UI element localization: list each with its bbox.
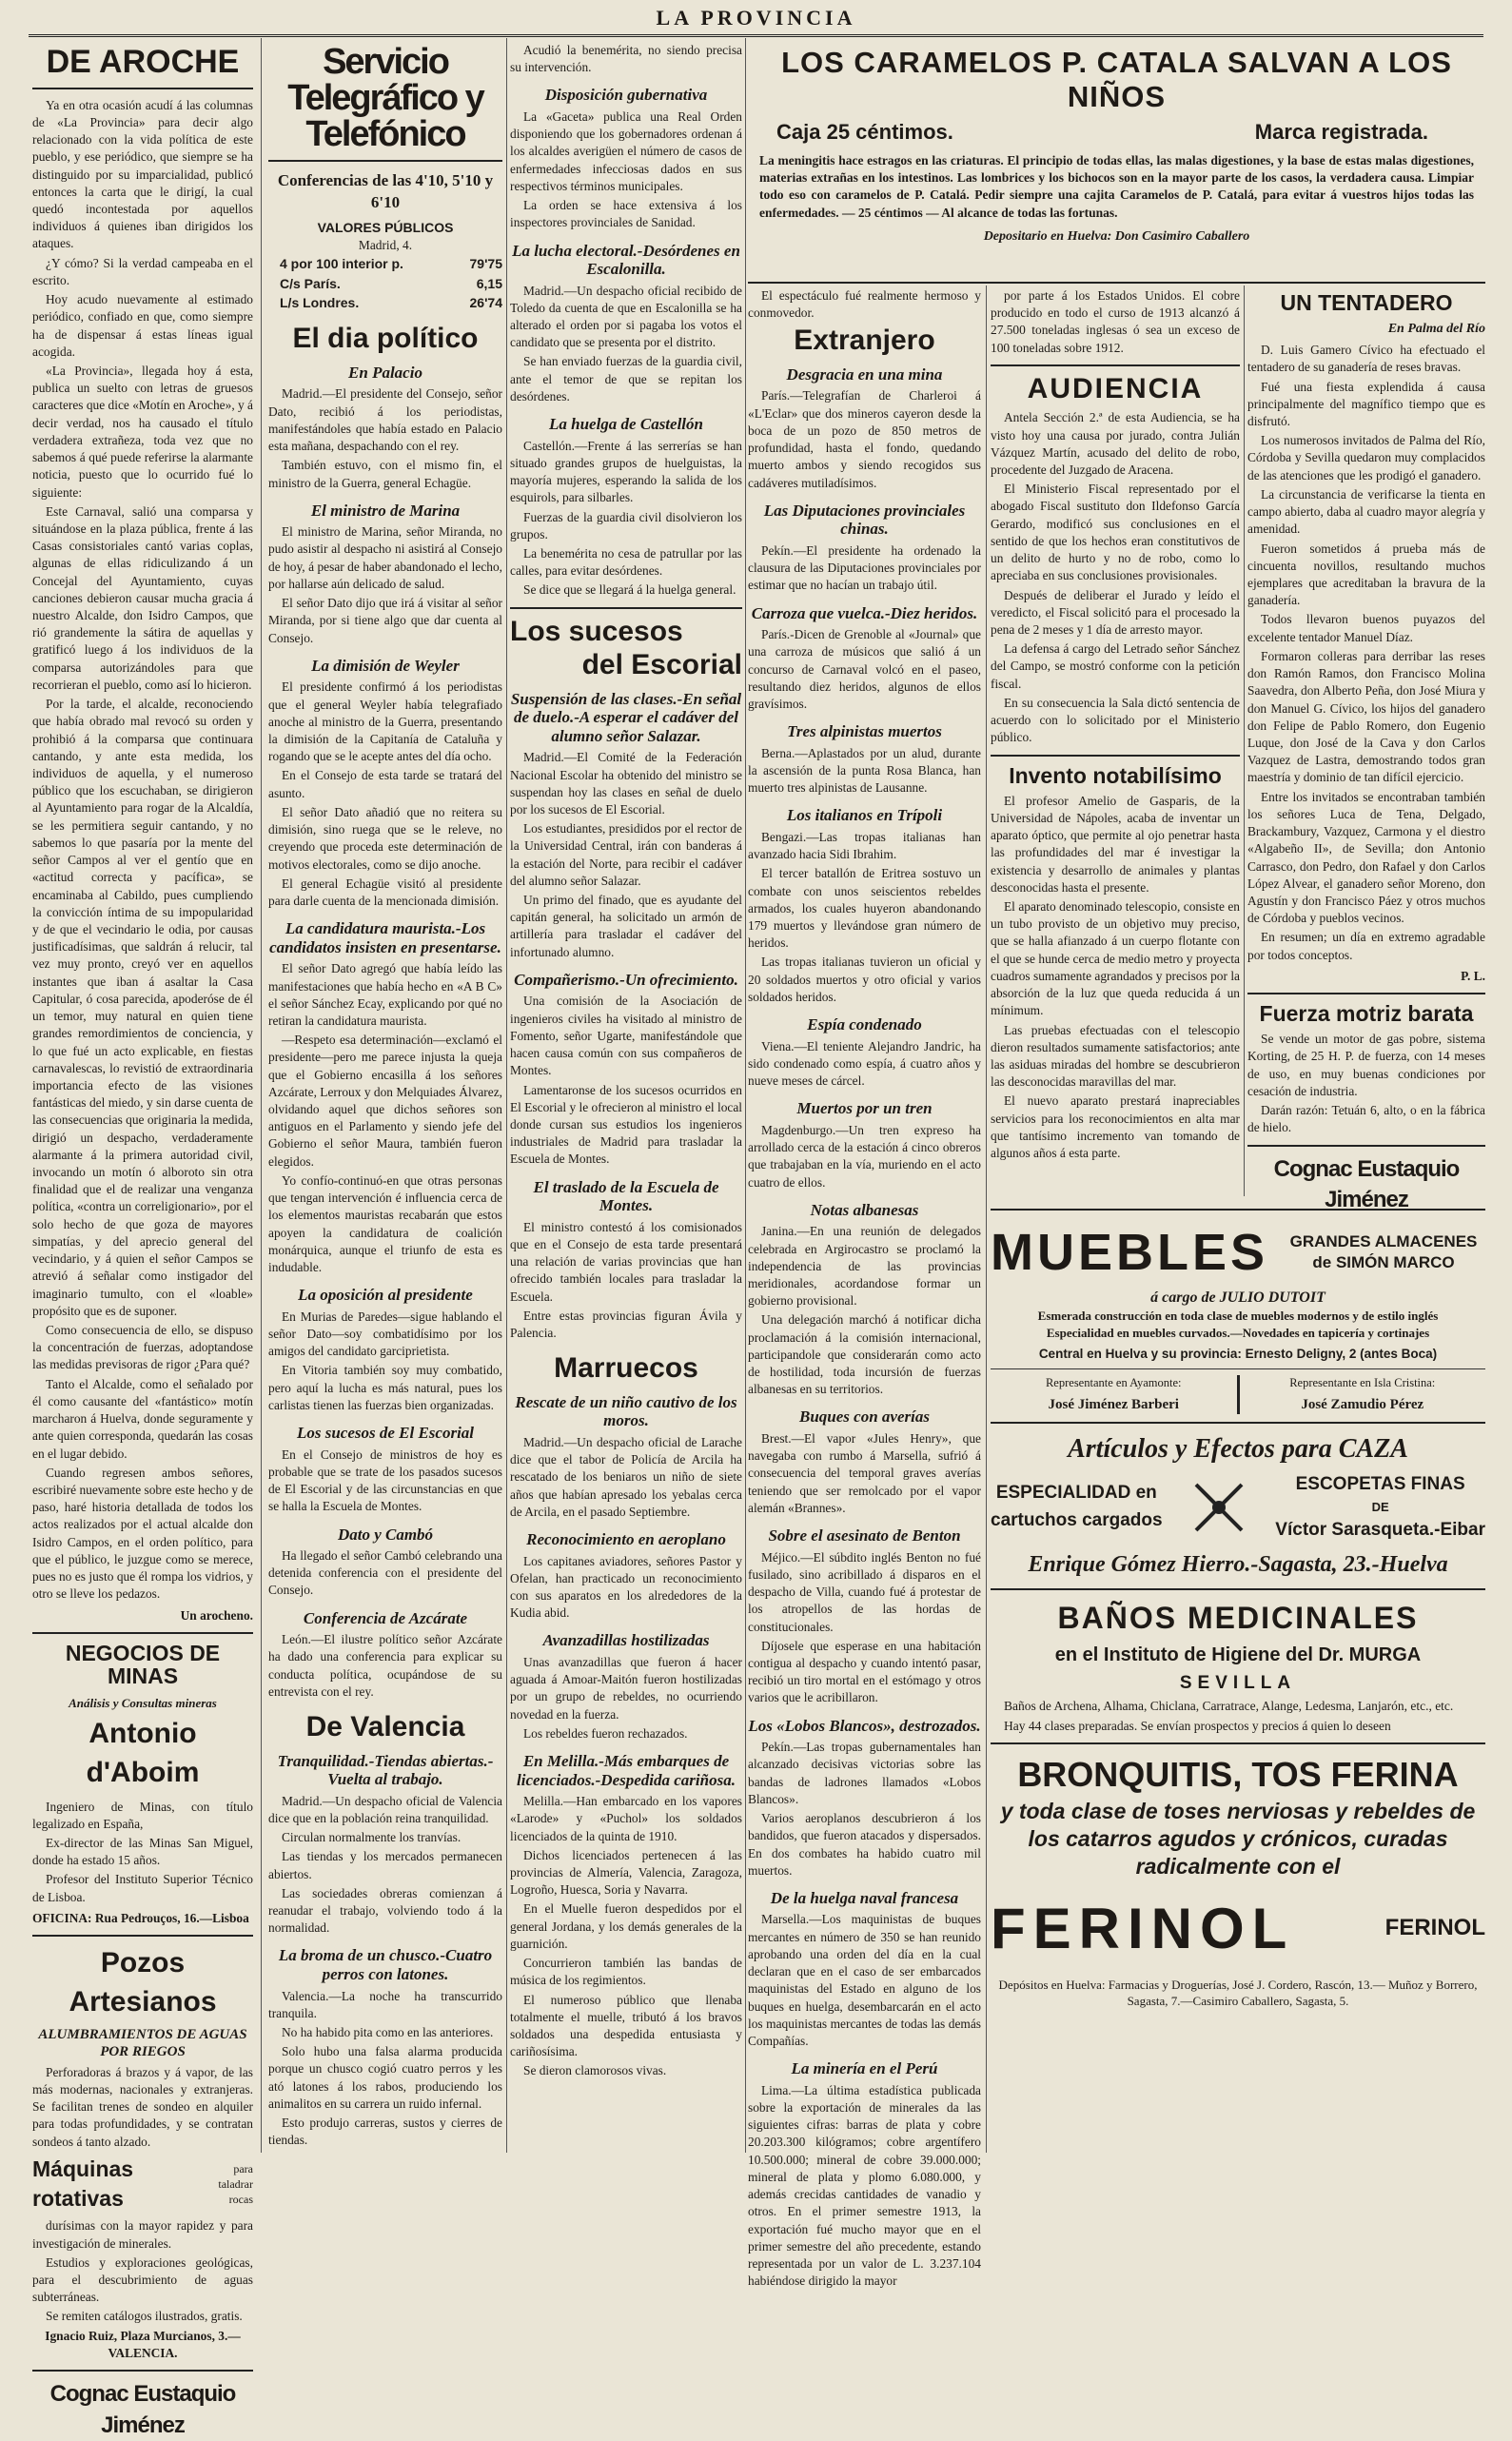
paragraph: El señor Dato dijo que irá á visitar al señor Miranda, por si tiene algo que dar cuenta al Consejo. xyxy=(268,596,502,645)
divider xyxy=(32,1935,253,1937)
paragraph: Magdenburgo.—Un tren expreso ha arrollado cerca de la estación á cinco obreros que trabajaban en la vía, muriendo en el acto cuatro de ellos. xyxy=(748,1122,981,1190)
divider xyxy=(1247,1145,1485,1147)
paragraph: En el Consejo de esta tarde se tratará del asunto. xyxy=(268,768,502,800)
paragraph: «La Provincia», llegada hoy á esta, publica un suelto con letras de gruesos caracteres que dice «Motín en Aroche», y á decir verdad, nos ha causado el título verdadera extrañeza, toda vez que no sabemos á qué puede referirse la alarmante noticia, puesto que lo ocurrido fué lo siguiente: xyxy=(32,363,254,500)
ad-muebles-line: Esmerada construcción en toda clase de muebles modernos y de estilo inglés xyxy=(1037,1309,1439,1324)
paragraph: Dichos licenciados pertenecen á las provincias de Almería, Valencia, Zaragoza, Logroño, Huesca, Soria y Navarra. xyxy=(510,1847,742,1898)
paragraph: Por la tarde, el alcalde, reconociendo que había obrado mal revocó su orden y prohibió á la comparsa que continuara cantando, y ante esta medida, los individuos de aquella, y el numeroso público que los escuchaban, se dirigieron al Ayuntamiento para rogar de la Alcaldía, se les permitiera seguir cantando, y no sabemos lo que pasaría por la mente del señor Campos al ver el gentío que en «actitud correcta y pacífica», se encaminaba al Cabildo, pues cumpliendo la convicción íntima de su impopularidad y de que el vecindario le odia, por causas justificadísimas, que saldrán á relucir, tal vez muy pronto, creyó ver en aquellos instantes que iban á asaltar la Casa Capitular, ó cosa parecida, apoderóse de él un temor, muy natural en quien tiene grandes remordimientos de conciencia, y lo que fué un acto explicable, en fiestas carnavalescas, lo revistió de extraordinaria importancia efecto de las visiones fantásticas del miedo, y sin darse cuenta de las consecuencias que originaria la medida, dirigió un despacho, verdaderamente alarmante á la primera autoridad civil, invocando un motín ó alboroto sin otra finalidad que el de realizar una venganza política, «contra un correligionario», por el solo hecho de que goza de mayores simpatías, y del aprecio general del vecindario, y á quien el señor Campos se atrevió á señalar como instigador del imaginario tumulto, con el «loable» propósito que es de suponer. xyxy=(32,697,254,1318)
ad-banos-sub: en el Instituto de Higiene del Dr. MURGA xyxy=(1054,1644,1422,1665)
invento-title: Invento notabilísimo xyxy=(1009,762,1222,788)
column-4 xyxy=(748,287,981,2289)
paragraph: Todos llevaron buenos puyazos del excelente tentador Manuel Díaz. xyxy=(1247,612,1485,644)
ad-cartuchos: cartuchos cargados xyxy=(991,1509,1163,1530)
paragraph: El espectáculo fué realmente hermoso y conmovedor. xyxy=(748,288,981,321)
paragraph: París.-Dicen de Grenoble al «Journal» que una carroza de músicos que salió á un concurso de Carnaval volcó en el paseo, resultando diez heridos, algunos de ellos gravísimos. xyxy=(748,627,981,711)
ad-caza-title: Artículos y Efectos para CAZA xyxy=(1068,1433,1408,1464)
ad-caramelos-banner xyxy=(748,42,1485,284)
rep-ayamonte xyxy=(991,1375,1237,1414)
caramelos-depositario: Depositario en Huelva: Don Casimiro Caballero xyxy=(983,228,1250,244)
paragraph: Se han enviado fuerzas de la guardia civil, ante el temor de que se repitan los desórdenes. xyxy=(510,354,742,404)
tentadero-title: UN TENTADERO xyxy=(1280,290,1453,315)
paragraph: Madrid.—Un despacho oficial recibido de Toledo da cuenta de que en Escalonilla se ha alterado el orden por si pagaba los votos el candidato que se presenta por el distrito. xyxy=(510,283,742,350)
ad-name-antonio: Antonio d'Aboim xyxy=(86,1717,200,1788)
signature: Un arocheno. xyxy=(180,1607,253,1623)
ad-pozos-text: Perforadoras á brazos y á vapor, de las más modernas, nacionales y extranjeras. Se facilitan trenes de sondeo en alquiler para todas profundidades, y se contratan sondeos á tanto alzado. xyxy=(32,2064,253,2149)
paragraph: Marsella.—Los maquinistas de buques mercantes en número de 350 se han reunido aprobando una orden del día en la cual declaran que en el caso de ser embarcados maquinistas del Estado en alguno de los buques en huelga, desembarcarán en el acto los maquinistas mercantes de todas las demás Compañías. xyxy=(748,1912,981,2049)
valores-value: 26'74 xyxy=(469,295,502,311)
paragraph: por parte á los Estados Unidos. El cobre producido en todo el curso de 1913 alcanzó á 27.500 toneladas inglesas ó sea un exceso de 100 toneladas sobre 1912. xyxy=(991,288,1240,355)
ad-banos-text: Baños de Archena, Alhama, Chiclana, Carratrace, Alange, Ledesma, Lanjarón, etc., etc. xyxy=(1004,1699,1454,1714)
paragraph: León.—El ilustre político señor Azcárate ha dado una conferencia para explicar su conducta política, ocupándose de su entrevista con el rey. xyxy=(268,1632,502,1699)
ad-ferinol-depositos: Depósitos en Huelva: Farmacias y Droguerías, José J. Cordero, Rascón, 13.— Muñoz y Borrero, Sagasta, 7.—Casimiro Caballero, Sagasta, 5. xyxy=(998,1977,1478,2009)
divider xyxy=(991,1209,1485,1211)
ad-catalogos: Se remiten catálogos ilustrados, gratis. xyxy=(46,2309,243,2324)
paragraph: Circulan normalmente los tranvías. xyxy=(282,1830,461,1845)
escorial-title-2: del Escorial xyxy=(581,649,742,681)
marruecos-body xyxy=(510,1393,742,2080)
paragraph: El profesor Amelio de Gasparis, de la Universidad de Nápoles, acaba de inventar un aparato óptico, que permite al ojo penetrar hasta las profundidades del mar é investigar la existencia y desarrollo de animales y plantas desconocidas hasta el presente. xyxy=(991,793,1240,895)
paragraph: El Ministerio Fiscal representado por el abogado Fiscal sustituto don Ildefonso García Gerardo, modificó sus conclusiones en el sentido de que los hechos eran constitutivos de un delito de hurto y no de robo, como lo apreciaba en sus conclusiones provisionales. xyxy=(991,482,1240,583)
extranjero-title: Extranjero xyxy=(794,325,935,357)
section-heading: Espía condenado xyxy=(807,1015,922,1034)
ad-especialidad: ESPECIALIDAD en xyxy=(995,1483,1157,1504)
ad-estudios: Estudios y exploraciones geológicas, para el descubrimiento de aguas subterráneas. xyxy=(32,2254,253,2305)
audiencia-body xyxy=(991,409,1240,746)
ad-title-minas: NEGOCIOS DE MINAS xyxy=(65,1640,221,1688)
ad-antonio-lines xyxy=(32,1799,253,1906)
ad-ferinol-row xyxy=(991,1890,1485,1967)
dia-politico-title: El dia político xyxy=(292,323,479,355)
ad-muebles-representantes xyxy=(991,1368,1485,1414)
paragraph: Melilla.—Han embarcado en los vapores «Larode» y «Puchol» los soldados licenciados de la quinta de 1910. xyxy=(510,1794,742,1843)
ad-caza-row xyxy=(991,1471,1485,1545)
paragraph: Acudió la benemérita, no siendo precisa su intervención. xyxy=(510,43,742,75)
paragraph: Solo hubo una falsa alarma producida porque un chusco cogió cuatro perros y les ató latones á los rabos, produciendo los animalitos en su carrera un ruido infernal. xyxy=(268,2044,502,2111)
paragraph: Madrid.—El Comité de la Federación Nacional Escolar ha obtenido del ministro se suspendan hoy las clases en señal de duelo por los sucesos de El Escorial. xyxy=(510,750,742,817)
paragraph: Entre los invitados se encontraban también los señores Luca de Tena, Delgado, Brackambury, Vazquez, Carmona y el diestro «Algabeño II», de Sevilla; don Antonio Carrasco, don Pedro, don Rafael y don Carlos López Alvear, el ganadero señor Moreno, don Agustín y don Francisco Páez y otros muchos de Córdoba y pueblos vecinos. xyxy=(1247,789,1485,926)
ad-maquinas: Máquinas rotativas xyxy=(32,2156,134,2212)
divider xyxy=(268,160,502,162)
section-heading: Sobre el asesinato de Benton xyxy=(768,1526,961,1545)
paragraph: Antela Sección 2.ª de esta Audiencia, se ha visto hoy una causa por jurado, contra Julián Vázquez Martín, acusado del delito de robo, procedente del Juzgado de Aracena. xyxy=(991,410,1240,478)
paragraph: —Respeto esa determinación—exclamó el presidente—pero me parece injusta la queja que el Gobierno encasilla á los señores Azcárate, Lerroux y don Melquiades Álvarez, olvidando aquel que dichos señores son antiguos en el Parlamento y siendo jefe del Gobierno el señor Maura, también fueron elegidos. xyxy=(268,1033,502,1169)
paragraph: Entre estas provincias figuran Ávila y Palencia. xyxy=(510,1308,742,1341)
paragraph: El ministro de Marina, señor Miranda, no pudo asistir al despacho ni asistirá al Consejo de hoy, á pesar de haber abandonado el lecho, por hallarse aún delicado de salud. xyxy=(268,524,502,591)
paragraph: Los estudiantes, presididos por el rector de la Universidad Central, irán con banderas á la estación del Norte, para recibir el cadáver del alumno señor Salazar. xyxy=(510,821,742,888)
section-heading: Carroza que vuelca.-Diez heridos. xyxy=(751,603,978,622)
paragraph: Bengazi.—Las tropas italianas han avanzado hacia Sidi Ibrahim. xyxy=(748,829,981,862)
ad-muebles-title: MUEBLES xyxy=(991,1224,1269,1281)
ad-line: Ex-director de las Minas San Miguel, donde ha estado 15 años. xyxy=(32,1835,253,1868)
section-heading: Compañerismo.-Un ofrecimiento. xyxy=(514,970,738,989)
section-heading: Desgracia en una mina xyxy=(786,364,943,384)
paragraph: El numeroso público que llenaba totalmente el muelle, tributó á los bravos soldados una despedida entusiasta y cariñosísima. xyxy=(510,1992,742,2059)
paragraph: Esto produjo carreras, sustos y cierres de tiendas. xyxy=(268,2116,502,2148)
paragraph: El señor Dato agregó que había leído las manifestaciones que había hecho en «A B C» el señor Sánchez Ecay, explicando por qué no retiran la candidatura maurista. xyxy=(268,961,502,1028)
rep-ayamonte-label: Representante en Ayamonte: xyxy=(1045,1375,1182,1389)
divider xyxy=(510,607,742,609)
ad-banos-city: SEVILLA xyxy=(1179,1672,1297,1693)
paragraph: La defensa á cargo del Letrado señor Sánchez del Campo, se mostró conforme con la petición fiscal. xyxy=(991,641,1240,691)
section-heading: La huelga de Castellón xyxy=(549,415,703,434)
valores-value: 6,15 xyxy=(476,275,502,291)
section-heading: De la huelga naval francesa xyxy=(770,1888,959,1907)
paragraph: Las tiendas y los mercados permanecen abiertos. xyxy=(268,1849,502,1881)
col4-intro xyxy=(748,287,981,322)
section-heading: Buques con averías xyxy=(799,1408,930,1427)
ad-oficina: OFICINA: Rua Pedrouços, 16.—Lisboa xyxy=(32,1910,249,1925)
paragraph: Fué una fiesta explendida á causa principalmente del magnífico tiempo que es disfrutó. xyxy=(1247,379,1485,429)
paragraph: El ministro contestó á los comisionados que en el Consejo de esta tarde presentará una relación de varias provincias que han ofrecido también locales para trasladar la Escuela. xyxy=(510,1219,742,1304)
rep-isla-label: Representante en Isla Cristina: xyxy=(1289,1375,1436,1389)
ad-ferinol-title: FERINOL xyxy=(991,1896,1295,1960)
section-heading: Reconocimiento en aeroplano xyxy=(526,1529,726,1548)
fuerza-body xyxy=(1247,1031,1485,1136)
section-heading: La dimisión de Weyler xyxy=(311,656,460,675)
section-heading: Conferencia de Azcárate xyxy=(303,1608,468,1627)
column-5 xyxy=(991,287,1240,1196)
paragraph: Lima.—La última estadística publicada sobre la exportación de minerales da las siguientes cifras: barras de plata y cobre 20.203.300 kilógramos; cobre argentífero 10.500.000; mineral de cobre 39.000.000; mineral de plata y plomo 6.080.000, y además crecidas cantidades de vanadio y otros. En el primer semestre 1913, la exportación fué mucho mayor que en el primer semestre del año precedente, estando representada por un valor de L. 3.237.104 habiéndose dirigido la mayor xyxy=(748,2082,981,2289)
paragraph: El nuevo aparato prestará inapreciables servicios para los reconocimientos en alta mar que tantísimo incremento van tomando de algunos años á esta parte. xyxy=(991,1093,1240,1161)
ad-de: DE xyxy=(1371,1500,1389,1515)
section-heading: La lucha electoral.-Desórdenes en Escalonilla. xyxy=(512,241,740,279)
section-heading: Disposición gubernativa xyxy=(544,86,708,105)
valencia-body xyxy=(268,1752,502,2150)
paragraph: El tercer batallón de Eritrea sostuvo un combate con unos seiscientos rebeldes armados, los cuales huyeron abandonando 179 muertos y llevándose gran número de heridos. xyxy=(748,866,981,951)
paragraph: En resumen; un día en extremo agradable por todos conceptos. xyxy=(1247,930,1485,962)
divider xyxy=(32,1632,253,1634)
section-heading: La minería en el Perú xyxy=(791,2059,938,2078)
section-heading: Suspensión de las clases.-En señal de duelo.-A esperar el cadáver del alumno señor Salazar. xyxy=(510,689,742,745)
valores-label: 4 por 100 interior p. xyxy=(280,256,403,272)
divider xyxy=(1247,993,1485,994)
paragraph: En Murias de Paredes—sigue hablando el señor Dato—soy combatidísimo por los amigos del candidato garciprietista. xyxy=(268,1309,502,1359)
paragraph: Formaron colleras para derribar las reses don Ramón Ramos, don Francisco Molina Saavedra, don Alberto Peña, don José Miura y don Manuel G. Cívico, los hijos del ganadero don Felipe de Pablo Romero, don Eugenio Luque, don José de la Cava y don Carlos Vazquez de Lastra, demostrando todos gran maestría y dominio de tan difícil ejercicio. xyxy=(1247,648,1485,785)
ad-ferinol-bottle-label: FERINOL xyxy=(1384,1915,1485,1941)
column-2 xyxy=(268,42,502,2153)
ad-banos-title: BAÑOS MEDICINALES xyxy=(1057,1600,1419,1635)
paragraph: Brest.—El vapor «Jules Henry», que navegaba con rumbo á Marsella, sufrió á consecuencia del temporal graves averías teniendo que ser remolcado por el vapor alemán «Brannes». xyxy=(748,1431,981,1515)
valores-label: L/s Londres. xyxy=(280,295,360,311)
paragraph: La orden se hace extensiva á los inspectores provinciales de Sanidad. xyxy=(510,198,742,230)
ad-muebles-central: Central en Huelva y su provincia: Ernesto Deligny, 2 (antes Boca) xyxy=(1038,1346,1438,1361)
paragraph: El presidente confirmó á los periodistas que el general Weyler había telegrafiado anoche al ministro de la Guerra, presentando la dimisión de la Capitanía de Cataluña y rogando que se le acepte antes del día ocho. xyxy=(268,679,502,764)
paragraph: La «Gaceta» publica una Real Orden disponiendo que los gobernadores ordenan á los alcaldes averigüen el número de casos de enfermedades infecciosas dados en sus respectivos términos municipales. xyxy=(510,108,742,193)
paragraph: El general Echagüe visitó al presidente para darle cuenta de la mencionada dimisión. xyxy=(268,876,502,908)
ad-muebles-lines xyxy=(991,1308,1485,1341)
divider xyxy=(991,364,1240,366)
divider xyxy=(991,1422,1485,1424)
section-heading: Tres alpinistas muertos xyxy=(787,722,942,741)
paragraph: París.—Telegrafían de Charleroi á «L'Eclar» que dos mineros cayeron desde la boca de un pozo de 850 metros de profundidad, hasta el fondo, quedando muerto ambos y siendo recogidos sus cadáveres mutiladísimos. xyxy=(748,388,981,490)
extranjero-body xyxy=(748,365,981,2290)
caramelos-caja: Caja 25 céntimos. xyxy=(776,120,953,144)
caramelos-marca: Marca registrada. xyxy=(1254,120,1428,144)
paragraph: Concurrieron también las bandas de música de los regimientos. xyxy=(510,1956,742,1988)
ad-enrique: Enrique Gómez Hierro.-Sagasta, 23.-Huelva xyxy=(1028,1552,1448,1578)
paragraph: Como consecuencia de ello, se dispuso la concentración de fuerzas, adoptandose las medidas previsoras de rigor ¿Para qué? xyxy=(32,1323,253,1372)
ad-muebles-cargo: á cargo de JULIO DUTOIT xyxy=(1150,1289,1325,1306)
ad-cognac: Cognac Eustaquio Jiménez xyxy=(49,2381,236,2438)
ad-victor: Víctor Sarasqueta.-Eibar xyxy=(1275,1519,1485,1540)
col5-intro xyxy=(991,287,1240,357)
rep-isla-name: José Zamudio Pérez xyxy=(1301,1396,1424,1412)
divider xyxy=(32,2370,253,2372)
tentadero-signature: P. L. xyxy=(1461,968,1485,983)
ad-cognac-2: Cognac Eustaquio Jiménez xyxy=(1273,1155,1460,1213)
paragraph: En Vitoria también soy muy combatido, pero aquí la lucha es más natural, pues los carlistas tienen las fuerzas bien organizadas. xyxy=(268,1363,502,1412)
section-heading: Dato y Cambó xyxy=(337,1525,434,1544)
ad-muebles-header xyxy=(991,1218,1485,1288)
paragraph: Viena.—El teniente Alejandro Jandric, ha sido condenado como espía, á cuatro años y nueve meses de cárcel. xyxy=(748,1038,981,1089)
section-heading: La oposición al presidente xyxy=(298,1286,473,1305)
paragraph: Una delegación marchó á notificar dicha proclamación á la comisión internacional, participandole que considerarán como acto de hostilidad, toda incursión de fuerzas albanesas en su territorios. xyxy=(748,1312,981,1397)
dia-politico-body xyxy=(268,364,502,1701)
paragraph: Valencia.—La noche ha transcurrido tranquila. xyxy=(268,1988,502,2020)
caramelos-subline xyxy=(748,120,1485,145)
escorial-body xyxy=(510,690,742,1343)
divider xyxy=(991,1742,1485,1744)
paragraph: Hoy acudo nuevamente al estimado periódico, confiado en que, como siempre ha de dispensar á estas líneas igual acogida. xyxy=(32,292,253,359)
caramelos-body: La meningitis hace estragos en las criaturas. El principio de todas ellas, las malas digestiones, y la base de estas malas digestiones, materias extrañas en los intestinos. Las lombrices y los bichocos son en la mayor parte de los casos, la verdadera causa. Limpiar todo eso con caramelos de P. Catalá. Pedir siempre una cajita Caramelos de P. Catalá, para evitar á vuestros hijos todas las enfermedades. — 25 céntimos — Al alcance de todas las fortunas. xyxy=(759,153,1474,220)
paragraph: Fueron sometidos á prueba más de cincuenta novillos, resultando muchos ejemplares que acreditaban la bravura de la ganadería. xyxy=(1247,541,1485,608)
ad-bronquitis-title: BRONQUITIS, TOS FERINA xyxy=(1017,1754,1459,1794)
ad-maquinas-text: durísimas con la mayor rapidez y para investigación de minerales. xyxy=(32,2218,253,2251)
tentadero-body xyxy=(1247,342,1485,964)
paragraph: En el Consejo de ministros de hoy es probable que se trate de los pasados sucesos de El Escorial y de las circunstancias en que se halla la Escuela de Montes. xyxy=(268,1447,502,1514)
ad-caza-right xyxy=(1275,1471,1485,1545)
paragraph: Los capitanes aviadores, señores Pastor y Ofelan, han practicado un reconocimiento con sus aparatos en los alrededores de la Kudia abid. xyxy=(510,1553,742,1621)
ad-bronquitis-sub: y toda clase de toses nerviosas y rebeldes de los catarros agudos y crónicos, curadas radicalmente con el xyxy=(1000,1799,1476,1879)
valores-row xyxy=(280,254,502,273)
tentadero-subtitle: En Palma del Río xyxy=(1387,322,1485,337)
paragraph: ¿Y cómo? Si la verdad campeaba en el escrito. xyxy=(32,255,253,287)
paragraph: Fuerzas de la guardia civil disolvieron los grupos. xyxy=(510,509,742,541)
paragraph: Méjico.—El súbdito inglés Benton no fué fusilado, sino acribillado á disparos en el despacho de Villa, cuando fué á protestar de los atropellos de las hordas de constitucionales. xyxy=(748,1549,981,1634)
valores-value: 79'75 xyxy=(469,256,502,272)
section-heading: Muertos por un tren xyxy=(796,1099,933,1118)
paragraph: Lamentaronse de los sucesos ocurridos en El Escorial y le ofrecieron al ministro el local donde cursan sus estudios los ingenieros industriales de Madrid para trasladar la Escuela de Montes. xyxy=(510,1082,742,1167)
paragraph: Se dice que se llegará á la huelga general. xyxy=(523,582,736,598)
section-heading: En Palacio xyxy=(348,363,422,382)
paragraph: Díjosele que esperase en una habitación contigua al despacho y cuando intentó pasar, recibió un tiro mortal en el estómago y otros varios que le acribillaron. xyxy=(748,1638,981,1705)
col3-sections xyxy=(510,86,742,599)
escorial-title-1: Los sucesos xyxy=(510,615,683,647)
paragraph: Los numerosos invitados de Palma del Río, Córdoba y Sevilla quedaron muy complacidos de las atenciones que les prodigó el ganadero. xyxy=(1247,433,1485,482)
conferencias-heading: Conferencias de las 4'10, 5'10 y 6'10 xyxy=(277,171,494,212)
valores-date: Madrid, 4. xyxy=(358,238,413,253)
masthead: LA PROVINCIA xyxy=(29,6,1483,37)
paragraph: Pekín.—Las tropas gubernamentales han alcanzado decisivas victorias sobre las bandas de ladrones llamados «Lobos Blancos». xyxy=(748,1740,981,1806)
divider xyxy=(32,88,253,89)
fuerza-title: Fuerza motriz barata xyxy=(1259,1001,1474,1027)
valores-label: C/s París. xyxy=(280,275,341,291)
ad-grandes-almacenes: GRANDES ALMACENES de SIMÓN MARCO xyxy=(1289,1232,1478,1272)
rep-ayamonte-name: José Jiménez Barberi xyxy=(1048,1396,1179,1412)
section-heading: Los italianos en Trípoli xyxy=(786,806,943,825)
paragraph: En su consecuencia la Sala dictó sentencia de acuerdo con lo solicitado por el Ministerio público. xyxy=(991,695,1240,745)
section-heading: En Melilla.-Más embarques de licenciados.-Despedida cariñosa. xyxy=(517,1752,736,1789)
paragraph: También estuvo, con el mismo fin, el ministro de la Guerra, general Echagüe. xyxy=(268,458,502,490)
paragraph: Berna.—Aplastados por un alud, durante la ascensión de la punta Rosa Blanca, han muerto tres alpinistas de Lausanne. xyxy=(748,745,981,796)
ad-line: Ingeniero de Minas, con título legalizado en España, xyxy=(32,1799,253,1831)
ad-maquinas-row xyxy=(32,2155,253,2215)
section-heading: Los «Lobos Blancos», destrozados. xyxy=(748,1716,981,1735)
audiencia-title: AUDIENCIA xyxy=(1027,372,1204,404)
section-heading: Avanzadillas hostilizadas xyxy=(542,1631,710,1650)
paragraph: Madrid.—Un despacho oficial de Valencia dice que en la población reina tranquilidad. xyxy=(268,1793,502,1825)
ad-caza-left xyxy=(991,1480,1163,1534)
column-1 xyxy=(32,42,254,2438)
paragraph: Ha llegado el señor Cambó celebrando una detenida conferencia con el presidente del Consejo. xyxy=(268,1548,502,1598)
aroche-body xyxy=(32,97,253,1604)
valencia-title: De Valencia xyxy=(305,1711,465,1743)
valores-title: VALORES PÚBLICOS xyxy=(317,220,454,236)
rep-isla-cristina xyxy=(1237,1375,1486,1414)
valores-row xyxy=(280,274,502,293)
paragraph: Madrid.—Un despacho oficial de Larache dice que el tabor de Policía de Arcila ha rescatado de los beniaros un niño de siete años que habían apresado los yebalas cerca de Arcila, en el pasado Septiembre. xyxy=(510,1434,742,1519)
paragraph: Las pruebas efectuadas con el telescopio dieron resultados sumamente satisfactorios; ante las asiduas miradas del hombre se descubrieron las desconocidas maravillas del mar. xyxy=(991,1022,1240,1090)
paragraph: Cuando regresen ambos señores, escribiré nuevamente sobre este hecho y de paso, haré historia detallada de todos los actos realizados por el actual alcalde don Isidro Campos, en el orden político, para que el público, le juzgue como se merece, pues no es justo que él rompa los vidrios, y otro se lleve los pedazos. xyxy=(32,1465,254,1602)
section-heading: El traslado de la Escuela de Montes. xyxy=(533,1177,719,1215)
ad-title-pozos: Pozos Artesianos xyxy=(69,1947,217,2018)
paragraph: D. Luis Gamero Cívico ha efectuado el tentadero de su ganadería de reses bravas. xyxy=(1247,343,1485,375)
section-heading: La candidatura maurista.-Los candidatos insisten en presentarse. xyxy=(269,919,501,956)
ad-alumbramientos: ALUMBRAMIENTOS DE AGUAS POR RIEGOS xyxy=(38,2026,247,2059)
column-rule xyxy=(745,38,746,2153)
section-heading: La broma de un chusco.-Cuatro perros con latones. xyxy=(278,1946,493,1984)
ad-ignacio: Ignacio Ruiz, Plaza Murcianos, 3.—VALENCIA. xyxy=(45,2328,241,2360)
section-heading: Tranquilidad.-Tiendas abiertas.-Vuelta al trabajo. xyxy=(277,1751,494,1789)
column-rule xyxy=(506,38,507,2153)
paragraph: Yo confío-continuó-en que otras personas que tengan intervención é influencia cerca de los elementos mauristas recabarán que estos apoyen la candidatura de coalición monárquica, aunque el triunfo de esta es indudable. xyxy=(268,1172,502,1274)
article-title-aroche: DE AROCHE xyxy=(46,44,240,80)
ads-block xyxy=(991,1201,1485,2153)
paragraph: Tanto el Alcalde, como el señalado por él como causante del «fantástico» motín marcharon á Huelva, donde seguramente y ante quien corresponda, quedarán las cosas en el lugar debido. xyxy=(32,1376,253,1461)
section-heading: Los sucesos de El Escorial xyxy=(296,1424,475,1443)
ad-subtitle-minas: Análisis y Consultas mineras xyxy=(69,1696,217,1710)
paragraph: Pekín.—El presidente ha ordenado la clausura de las Diputaciones provinciales por estimar que no hacían un trabajo útil. xyxy=(748,542,981,593)
marruecos-title: Marruecos xyxy=(554,1352,698,1385)
column-rule xyxy=(1244,285,1245,1196)
paragraph: La circunstancia de verificarse la tienta en campo abierto, daba al cuadro mayor alegría y amenidad. xyxy=(1247,486,1485,537)
paragraph: Unas avanzadillas que fueron á hacer aguada á Amoar-Maitón fueron hostilizadas por un grupo de rebeldes, no ocurriendo novedad en la fuerza. xyxy=(510,1654,742,1722)
ad-line: Profesor del Instituto Superior Técnico de Lisboa. xyxy=(32,1872,253,1904)
divider xyxy=(991,755,1240,757)
paragraph: Se dieron clamorosos vivas. xyxy=(523,2063,667,2078)
section-heading: Las Diputaciones provinciales chinas. xyxy=(763,501,966,539)
paragraph: La benemérita no cesa de patrullar por las calles, para evitar desórdenes. xyxy=(510,546,742,579)
ad-muebles-line: Especialidad en muebles curvados.—Novedades en tapicería y cortinajes xyxy=(1046,1326,1430,1341)
valores-table xyxy=(268,254,502,312)
paragraph: Los rebeldes fueron rechazados. xyxy=(523,1725,688,1741)
paragraph: Las tropas italianas tuvieron un oficial y 20 soldados muertos y otro oficial y varios soldados heridos. xyxy=(748,955,981,1004)
paragraph: Después de deliberar el Jurado y leído el veredicto, el Fiscal solicitó para el procesado la pena de 2 meses y 1 día de arresto mayor. xyxy=(991,587,1240,637)
ad-banos-text-2: Hay 44 clases preparadas. Se envían prospectos y precios á quien lo deseen xyxy=(1004,1718,1391,1733)
paragraph: Se vende un motor de gas pobre, sistema Korting, de 25 H. P. de fuerza, con 14 meses de uso, en muy buenas condiciones por cesación de industria. xyxy=(1247,1032,1485,1098)
paragraph: Este Carnaval, salió una comparsa y situándose en la plaza pública, frente á las Casas consistoriales cantó varias coplas, algunas de ellas ridiculizando á un Concejal del Ayuntamiento, cuyas canciones debieron causar mucha gracia á nuestro Alcalde, don Isidro Campos, que rió grandemente la sátira de aquellas y gratificó luego á los individuos de la comparsa autorizándoles para que recorrieran el pueblo, como así lo hicieron. xyxy=(32,503,253,692)
section-title-telegrafico: Servicio Telegráfico y Telefónico xyxy=(287,42,483,154)
paragraph: Una comisión de la Asociación de ingenieros civiles ha visitado al ministro de Fomento, señor Ugarte, manifestándole que hacen causa común con sus compañeros de Montes. xyxy=(510,994,742,1078)
crossed-rifles-icon xyxy=(1190,1479,1247,1536)
paragraph: No ha habido pita como en las anteriores. xyxy=(282,2025,494,2039)
paragraph: En el Muelle fueron despedidos por el general Jordana, y los demás generales de la guarnición. xyxy=(510,1901,742,1951)
paragraph: El señor Dato añadió que no reitera su dimisión, sino ruega que se le releve, no creyendo que proceda este determinación de motivos electorales, como se dijo anoche. xyxy=(268,804,502,872)
caramelos-title: LOS CARAMELOS P. CATALA SALVAN A LOS NIÑOS xyxy=(781,46,1452,113)
divider xyxy=(991,1588,1485,1590)
column-3 xyxy=(510,42,742,2153)
paragraph: Castellón.—Frente á las serrerías se han situado grandes grupos de huelguistas, la mayoría mujeres, esperando la salida de los esquirols, para silbarles. xyxy=(510,438,742,505)
column-6 xyxy=(1247,287,1485,1213)
column-rule xyxy=(986,285,987,2153)
section-heading: El ministro de Marina xyxy=(310,501,461,520)
paragraph: Las sociedades obreras comienzan á reanudar el trabajo, volviendo todo á la normalidad. xyxy=(268,1885,502,1936)
col3-intro xyxy=(510,42,742,76)
paragraph: Varios aeroplanos descubrieron á los bandidos, que fueron atacados y dispersados. En dos combates ha habido cuatro mil muertos. xyxy=(748,1811,981,1878)
ad-maquinas-side: para taladrar rocas xyxy=(218,2161,253,2207)
ad-escopetas: ESCOPETAS FINAS xyxy=(1295,1473,1465,1494)
paragraph: Darán razón: Tetuán 6, alto, o en la fábrica de hielo. xyxy=(1247,1103,1485,1135)
valores-row xyxy=(280,293,502,312)
section-heading: Notas albanesas xyxy=(810,1200,919,1219)
paragraph: Un primo del finado, que es ayudante del capitán general, ha solicitado un armón de artillería para trasladar el cadáver del infortunado alumno. xyxy=(510,893,742,959)
paragraph: Ya en otra ocasión acudí á las columnas de «La Provincia» para decir algo relacionado con la vida política de este pueblo, y ese periódico, que siempre se ha distinguido por su imparcialidad, publicó entonces la carta que le dirigí, la cual quedó incontestada por aquellos individuos á quienes iban dirigidos los ataques. xyxy=(32,97,253,251)
paragraph: Madrid.—El presidente del Consejo, señor Dato, recibió á los periodistas, manifestándoles que había estado en Palacio esta mañana, despachando con el rey. xyxy=(268,386,502,454)
paragraph: El aparato denominado telescopio, consiste en un tubo provisto de un objetivo muy preciso, que se halla afianzado á un cuerpo flotante con el que se hunde cerca de medio metro y proyecta cuadros sumamente agrandados y precisos por la absorción de la luz que queda reducida á un mínimum. xyxy=(991,898,1240,1018)
column-rule xyxy=(261,38,262,2153)
section-heading: Rescate de un niño cautivo de los moros. xyxy=(515,1392,737,1430)
paragraph: Janina.—En una reunión de delegados celebrada en Argirocastro se proclamó la independencia de las provincias meridionales, acordandose formar un gobierno provisional. xyxy=(748,1224,981,1309)
invento-body xyxy=(991,793,1240,1163)
